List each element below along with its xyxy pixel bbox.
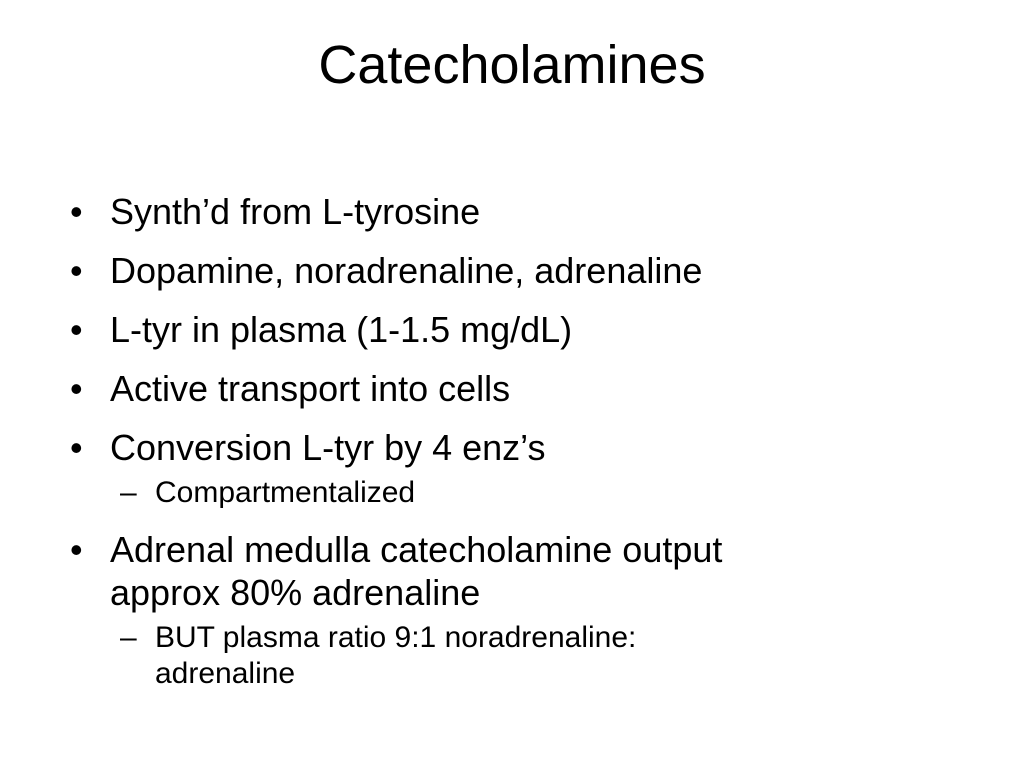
- sub-bullet-line: Compartmentalized: [155, 476, 416, 509]
- bullet-icon: •: [70, 191, 83, 232]
- sub-bullet-line: BUT plasma ratio 9:1 noradrenaline:: [155, 621, 637, 654]
- bullet-icon: •: [70, 250, 83, 291]
- sub-bullet-line: adrenaline: [155, 657, 296, 690]
- sub-bullet-text: [155, 475, 970, 511]
- bullet-icon: •: [70, 427, 83, 468]
- bullet-item: [70, 426, 970, 469]
- bullet-item: [70, 367, 970, 410]
- bullet-item: [70, 308, 970, 351]
- bullet-text: [110, 308, 970, 351]
- sub-bullet-item: [70, 620, 970, 692]
- bullet-item: [70, 190, 970, 233]
- bullet-line: Dopamine, noradrenaline, adrenaline: [110, 250, 703, 291]
- sub-bullet-text: [155, 620, 970, 692]
- sub-bullet-item: [70, 475, 970, 511]
- bullet-text: [110, 367, 970, 410]
- bullet-icon: •: [70, 529, 83, 570]
- bullet-text: [110, 528, 970, 614]
- bullet-line: L-tyr in plasma (1-1.5 mg/dL): [110, 309, 573, 350]
- bullet-text: [110, 190, 970, 233]
- bullet-line: Synth’d from L-tyrosine: [110, 191, 481, 232]
- slide-title: Catecholamines: [318, 35, 706, 95]
- bullet-item: [70, 528, 970, 614]
- bullet-text: [110, 426, 970, 469]
- bullet-line: approx 80% adrenaline: [110, 572, 481, 613]
- bullet-icon: •: [70, 309, 83, 350]
- dash-icon: –: [120, 476, 137, 509]
- bullet-text: [110, 249, 970, 292]
- bullet-icon: •: [70, 368, 83, 409]
- bullet-line: Adrenal medulla catecholamine output: [110, 529, 723, 570]
- dash-icon: –: [120, 621, 137, 654]
- bullet-line: Conversion L-tyr by 4 enz’s: [110, 427, 546, 468]
- bullet-item: [70, 249, 970, 292]
- bullet-line: Active transport into cells: [110, 368, 511, 409]
- bullet-list: [70, 190, 970, 709]
